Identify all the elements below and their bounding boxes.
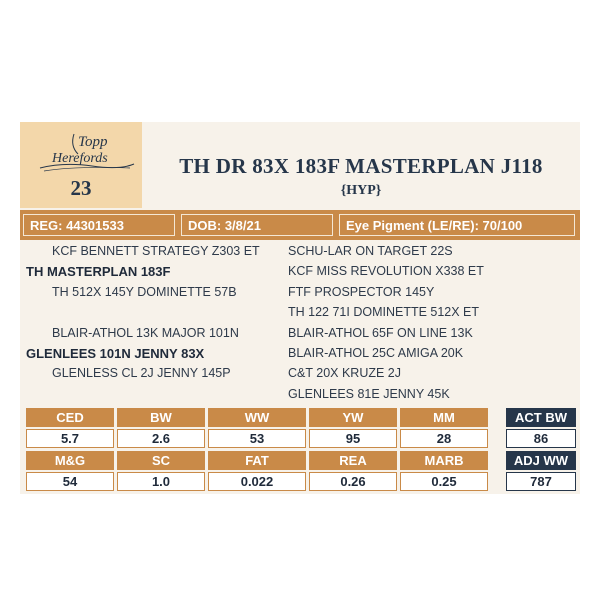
registration-number: REG: 44301533 — [23, 214, 175, 236]
epd-value-marb: 0.25 — [400, 472, 488, 491]
pedigree-right-line: C&T 20X KRUZE 2J — [288, 366, 402, 380]
epd-label-rea: REA — [309, 451, 397, 470]
epd-value-ced: 5.7 — [26, 429, 114, 448]
epd-value-bw: 2.6 — [117, 429, 205, 448]
epd-label-mg: M&G — [26, 451, 114, 470]
epd-label-ced: CED — [26, 408, 114, 427]
pedigree-right-line: SCHU-LAR ON TARGET 22S — [288, 244, 453, 258]
adj-ww-label: ADJ WW — [506, 451, 576, 470]
eye-pigment: Eye Pigment (LE/RE): 70/100 — [339, 214, 575, 236]
lot-number: 23 — [70, 176, 92, 200]
pedigree-right-line: BLAIR-ATHOL 65F ON LINE 13K — [288, 326, 473, 340]
epd-value-yw: 95 — [309, 429, 397, 448]
pedigree-right-line: KCF MISS REVOLUTION X338 ET — [288, 264, 484, 278]
act-bw-value: 86 — [506, 429, 576, 448]
pedigree-sire-dam: TH 512X 145Y DOMINETTE 57B — [52, 285, 237, 299]
epd-label-marb: MARB — [400, 451, 488, 470]
logo-mark — [34, 124, 138, 180]
epd-value-rea: 0.26 — [309, 472, 397, 491]
epd-value-fat: 0.022 — [208, 472, 306, 491]
epd-label-fat: FAT — [208, 451, 306, 470]
epd-label-ww: WW — [208, 408, 306, 427]
topp-herefords-logo — [34, 124, 138, 180]
pedigree-right-line: TH 122 71I DOMINETTE 512X ET — [288, 305, 480, 319]
pedigree-right-line: BLAIR-ATHOL 25C AMIGA 20K — [288, 346, 464, 360]
pedigree-dam-dam: GLENLESS CL 2J JENNY 145P — [52, 366, 231, 380]
pedigree-sire-sire: KCF BENNETT STRATEGY Z303 ET — [52, 244, 260, 258]
svg-text:Topp: Topp — [78, 134, 108, 150]
animal-name: TH DR 83X 183F MASTERPLAN J118 — [179, 154, 543, 178]
epd-label-bw: BW — [117, 408, 205, 427]
epd-value-mg: 54 — [26, 472, 114, 491]
epd-label-mm: MM — [400, 408, 488, 427]
epd-label-sc: SC — [117, 451, 205, 470]
pedigree-sire: TH MASTERPLAN 183F — [26, 264, 171, 279]
date-of-birth: DOB: 3/8/21 — [181, 214, 333, 236]
pedigree-dam: GLENLEES 101N JENNY 83X — [26, 346, 205, 361]
epd-value-mm: 28 — [400, 429, 488, 448]
pedigree-dam-sire: BLAIR-ATHOL 13K MAJOR 101N — [52, 326, 239, 340]
animal-suffix: {HYP} — [340, 183, 382, 198]
epd-value-ww: 53 — [208, 429, 306, 448]
pedigree-right-line: FTF PROSPECTOR 145Y — [288, 285, 435, 299]
adj-ww-value: 787 — [506, 472, 576, 491]
info-bar — [20, 210, 580, 240]
epd-label-yw: YW — [309, 408, 397, 427]
pedigree-right-line: GLENLEES 81E JENNY 45K — [288, 387, 450, 401]
logo-text: Herefords — [52, 151, 108, 166]
act-bw-label: ACT BW — [506, 408, 576, 427]
epd-value-sc: 1.0 — [117, 472, 205, 491]
